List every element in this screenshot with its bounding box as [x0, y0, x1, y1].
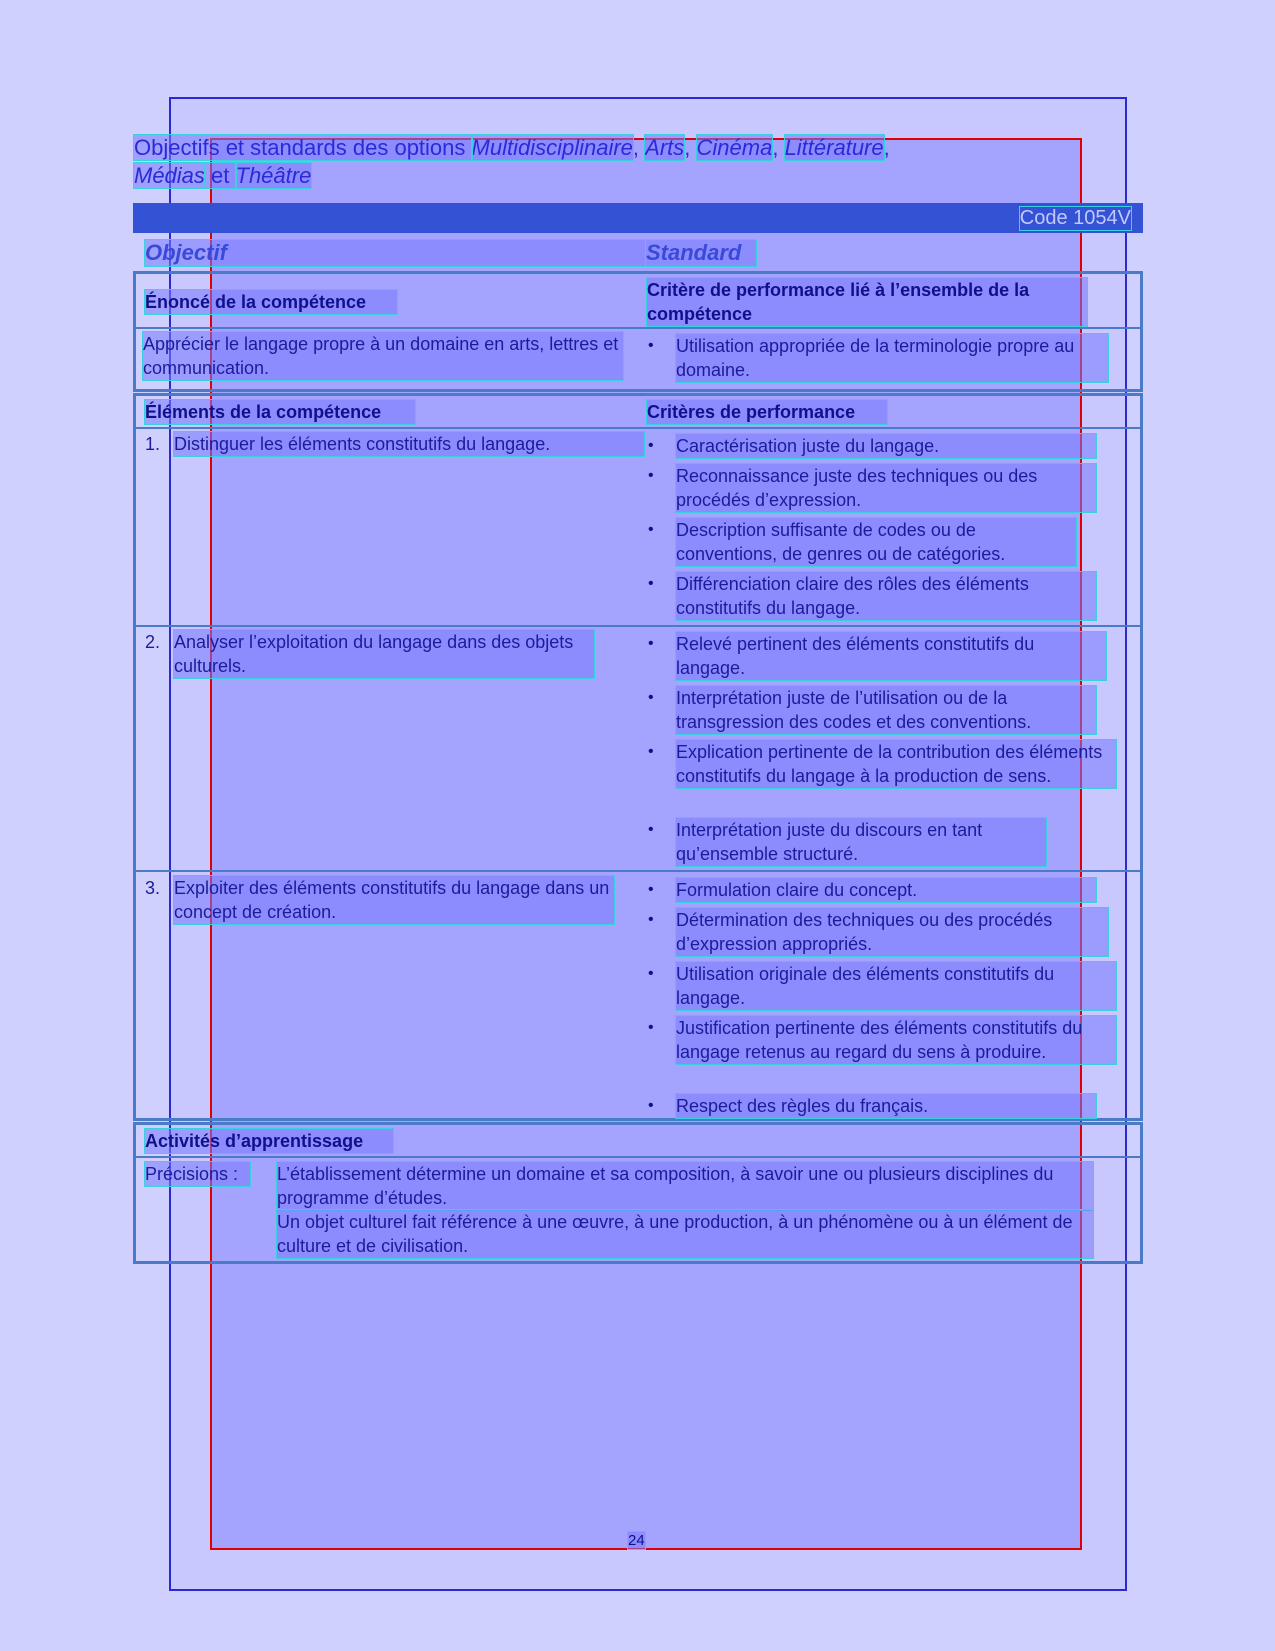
criterion: Respect des règles du français.: [676, 1094, 1096, 1118]
code-bar: [133, 203, 1143, 233]
title-plain: Objectifs et standards des options: [134, 135, 472, 160]
criterion: Interprétation juste du discours en tant qu’ensemble structuré.: [676, 818, 1046, 866]
criterion: Formulation claire du concept.: [676, 878, 1096, 902]
title-separator: ,: [772, 135, 785, 160]
bullet: •: [648, 743, 654, 760]
precision-paragraph-2: Un objet culturel fait référence à une œuvre, à une production, à un phénomène ou à un élément de culture et de civilisation.: [277, 1210, 1093, 1258]
criterion: Reconnaissance juste des techniques ou des procédés d’expression.: [676, 464, 1096, 512]
bullet: •: [648, 575, 654, 592]
bullet: •: [648, 635, 654, 652]
standard-header: Standard: [646, 240, 756, 266]
title-separator: ,: [684, 135, 697, 160]
criterion: Explication pertinente de la contribution des éléments constitutifs du langage à la production de sens.: [676, 740, 1116, 788]
bullet: •: [648, 911, 654, 928]
title-option-medias: Médias: [134, 163, 205, 188]
bullet: •: [648, 467, 654, 484]
criterion: Interprétation juste de l’utilisation ou de la transgression des codes et des conventions.: [676, 686, 1096, 734]
title-option-arts: Arts: [645, 135, 685, 160]
criterion: Caractérisation juste du langage.: [676, 434, 1096, 458]
precisions-label: Précisions :: [145, 1162, 250, 1186]
element-1-text: Distinguer les éléments constitutifs du langage.: [174, 432, 644, 456]
bullet: •: [648, 337, 654, 354]
title-option-theatre: Théâtre: [235, 163, 312, 188]
page-title: [134, 134, 1004, 190]
activities-header: Activités d’apprentissage: [145, 1129, 393, 1153]
criterion: Justification pertinente des éléments constitutifs du langage retenus au regard du sens à produire.: [676, 1016, 1116, 1064]
competence-statement: Apprécier le langage propre à un domaine en arts, lettres et communication.: [143, 332, 623, 380]
element-number: 3.: [145, 878, 161, 898]
bullet: •: [648, 437, 654, 454]
title-option-multidisciplinaire: Multidisciplinaire: [471, 135, 633, 160]
element-2-text: Analyser l’exploitation du langage dans des objets culturels.: [174, 630, 594, 678]
element-number: 1.: [145, 434, 161, 454]
criterion: Relevé pertinent des éléments constitutifs du langage.: [676, 632, 1106, 680]
title-option-litterature: Littérature: [784, 135, 884, 160]
precision-paragraph-1: L’établissement détermine un domaine et sa composition, à savoir une ou plusieurs disciplines du programme d’études.: [277, 1162, 1093, 1210]
bullet: •: [648, 521, 654, 538]
page-number: 24: [628, 1532, 645, 1549]
criterion: Description suffisante de codes ou de conventions, de genres ou de catégories.: [676, 518, 1076, 566]
bullet: •: [648, 1019, 654, 1036]
bullet: •: [648, 689, 654, 706]
criterion: Détermination des techniques ou des procédés d’expression appropriés.: [676, 908, 1108, 956]
title-separator: ,: [632, 135, 646, 160]
title-and: et: [204, 163, 236, 188]
elements-right-header: Critères de performance: [647, 400, 887, 424]
element-number: 2.: [145, 632, 161, 652]
title-option-cinema: Cinéma: [696, 135, 773, 160]
bullet: •: [648, 881, 654, 898]
competence-left-header: Énoncé de la compétence: [145, 290, 397, 314]
title-separator: ,: [883, 135, 890, 160]
course-code: Code 1054V: [1019, 207, 1131, 229]
bullet: •: [648, 965, 654, 982]
elements-left-header: Éléments de la compétence: [145, 400, 415, 424]
element-3-text: Exploiter des éléments constitutifs du langage dans un concept de création.: [174, 876, 614, 924]
criterion: Utilisation originale des éléments constitutifs du langage.: [676, 962, 1116, 1010]
bullet: •: [648, 1097, 654, 1114]
criterion: Différenciation claire des rôles des éléments constitutifs du langage.: [676, 572, 1096, 620]
bullet: •: [648, 821, 654, 838]
objective-header: Objectif: [145, 240, 645, 266]
competence-criterion: Utilisation appropriée de la terminologie propre au domaine.: [676, 334, 1108, 382]
competence-right-header: Critère de performance lié à l’ensemble de la compétence: [647, 278, 1087, 326]
